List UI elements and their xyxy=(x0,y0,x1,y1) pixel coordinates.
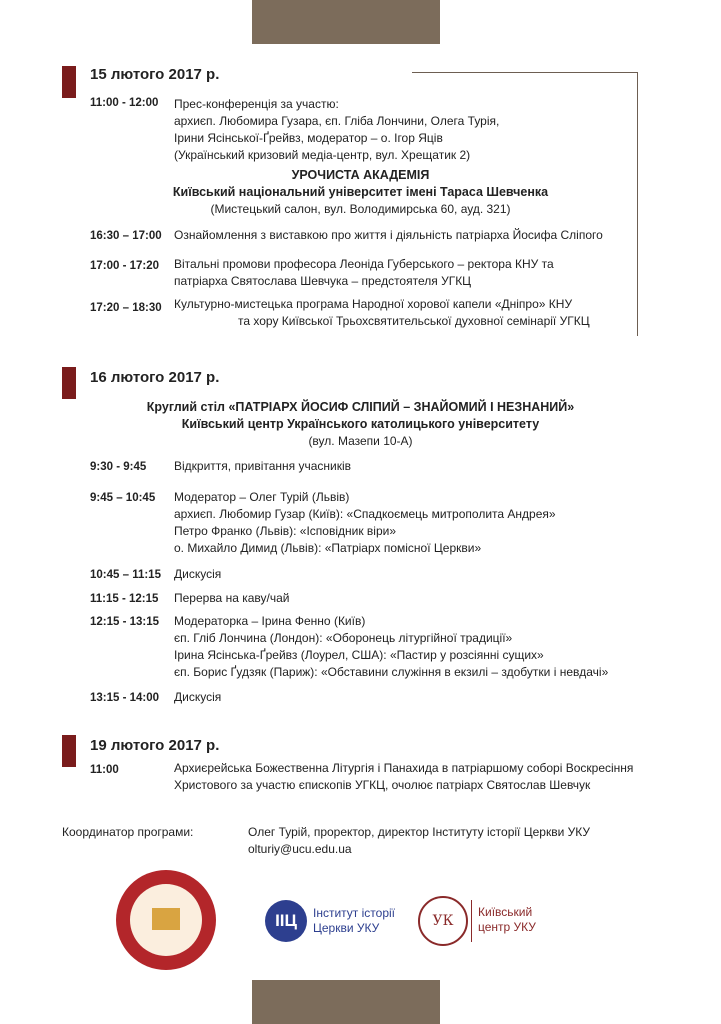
text-line: Петро Франко (Львів): «Ісповідник віри» xyxy=(174,524,396,538)
date-heading: 15 лютого 2017 р. xyxy=(90,66,220,83)
text-line: Відкриття, привітання учасників xyxy=(174,459,352,473)
text-line: Церкви УКУ xyxy=(313,921,380,935)
ucu-logo-text xyxy=(478,905,536,935)
text-line: Дискусія xyxy=(174,567,222,581)
academy-place: (Мистецький салон, вул. Володимирська 60, ауд. 321) xyxy=(210,202,511,216)
time-slot: 17:20 – 18:30 xyxy=(90,302,162,314)
coordinator-email[interactable]: olturiy@ucu.edu.ua xyxy=(248,842,352,856)
text-line: Дискусія xyxy=(174,690,222,704)
seal-building-icon xyxy=(152,908,180,930)
press-conference-block xyxy=(174,96,499,164)
date-marker-bar xyxy=(62,367,76,399)
round-table-org: Київський центр Українського католицького університету xyxy=(181,417,540,431)
event-description xyxy=(174,566,221,583)
text-line: Ірина Ясінська-Ґрейвз (Лоурел, США): «Пастир у розсіянні сущих» xyxy=(174,648,544,662)
time-slot: 10:45 – 11:15 xyxy=(90,569,161,581)
event-description xyxy=(174,458,351,475)
text-line: Архиєрейська Божественна Літургія і Панахида в патріаршому соборі Воскресіння xyxy=(174,761,634,775)
seal-inner xyxy=(130,884,202,956)
time-slot: 9:30 - 9:45 xyxy=(90,461,147,473)
text-line: патріарха Святослава Шевчука – предстоятеля УГКЦ xyxy=(174,274,472,288)
time-slot: 17:00 - 17:20 xyxy=(90,260,160,272)
round-table-title: Круглий стіл «ПАТРІАРХ ЙОСИФ СЛІПИЙ – ЗНАЙОМИЙ І НЕЗНАНИЙ» xyxy=(146,400,575,414)
divider-line xyxy=(412,72,638,73)
text-line: Ознайомлення з виставкою про життя і діяльність патріарха Йосифа Сліпого xyxy=(174,228,603,242)
text-line: Інститут історії xyxy=(313,906,395,920)
text-line: єп. Гліб Лончина (Лондон): «Оборонець літургійної традиції» xyxy=(174,631,513,645)
date-heading: 19 лютого 2017 р. xyxy=(90,737,220,754)
text-line: архиєп. Любомира Гузара, єп. Гліба Лончини, Олега Турія, xyxy=(174,114,500,128)
coordinator-name: Олег Турій, проректор, директор Інституту історії Церкви УКУ xyxy=(248,825,590,839)
text-line: єп. Борис Ґудзяк (Париж): «Обставини служіння в екзилі – здобутки і невдачі» xyxy=(174,665,609,679)
time-slot: 16:30 – 17:00 xyxy=(90,230,162,242)
text-line: о. Михайло Димид (Львів): «Патріарх помісної Церкви» xyxy=(174,541,482,555)
time-slot: 11:15 - 12:15 xyxy=(90,593,159,605)
coordinator-label: Координатор програми: xyxy=(62,825,194,839)
date-marker-bar xyxy=(62,735,76,767)
time-slot: 11:00 - 12:00 xyxy=(90,97,159,109)
event-description xyxy=(174,489,556,557)
time-slot: 13:15 - 14:00 xyxy=(90,692,160,704)
coordinator-info xyxy=(248,824,590,858)
top-decorative-bar xyxy=(252,0,440,44)
iii-logo-text xyxy=(313,906,395,936)
event-description xyxy=(174,689,221,706)
text-line: Культурно-мистецька програма Народної хорової капели «Дніпро» КНУ xyxy=(174,297,573,311)
text-line: Модератор – Олег Турій (Львів) xyxy=(174,490,350,504)
text-line: архиєп. Любомир Гузар (Київ): «Спадкоємець митрополита Андрея» xyxy=(174,507,556,521)
text-line: Модераторка – Ірина Фенно (Київ) xyxy=(174,614,366,628)
time-slot: 11:00 xyxy=(90,764,119,776)
text-line: та хору Київської Трьохсвятительської духовної семінарії УГКЦ xyxy=(238,314,590,328)
event-description xyxy=(174,590,289,607)
text-line: (Український кризовий медіа-центр, вул. Хрещатик 2) xyxy=(174,148,471,162)
date-marker-bar xyxy=(62,66,76,98)
academy-header xyxy=(0,167,721,218)
event-description xyxy=(174,613,608,681)
event-description xyxy=(174,296,590,330)
time-slot: 9:45 – 10:45 xyxy=(90,492,156,504)
text-line: Прес-конференція за участю: xyxy=(174,97,339,111)
academy-title: УРОЧИСТА АКАДЕМІЯ xyxy=(291,168,430,182)
ucu-logo-icon: УК xyxy=(418,896,468,946)
event-description xyxy=(174,760,633,794)
logo-divider xyxy=(471,900,472,942)
academy-org: Київський національний університет імені Тараса Шевченка xyxy=(172,185,549,199)
text-line: Христового за участю єпископів УГКЦ, очолює патріарх Святослав Шевчук xyxy=(174,778,591,792)
bottom-decorative-bar xyxy=(252,980,440,1024)
text-line: центр УКУ xyxy=(478,920,536,934)
time-slot: 12:15 - 13:15 xyxy=(90,616,160,628)
event-description xyxy=(174,227,603,244)
text-line: Перерва на каву/чай xyxy=(174,591,290,605)
iii-logo-icon: ІІЦ xyxy=(265,900,307,942)
text-line: Київський xyxy=(478,905,533,919)
date-heading: 16 лютого 2017 р. xyxy=(90,369,220,386)
text-line: Ірини Ясінської-Ґрейвз, модератор – о. Ігор Яців xyxy=(174,131,443,145)
round-table-header xyxy=(0,399,721,450)
text-line: Вітальні промови професора Леоніда Губерського – ректора КНУ та xyxy=(174,257,554,271)
event-description xyxy=(174,256,554,290)
knu-seal-logo xyxy=(116,870,216,970)
round-table-place: (вул. Мазепи 10-А) xyxy=(308,434,413,448)
